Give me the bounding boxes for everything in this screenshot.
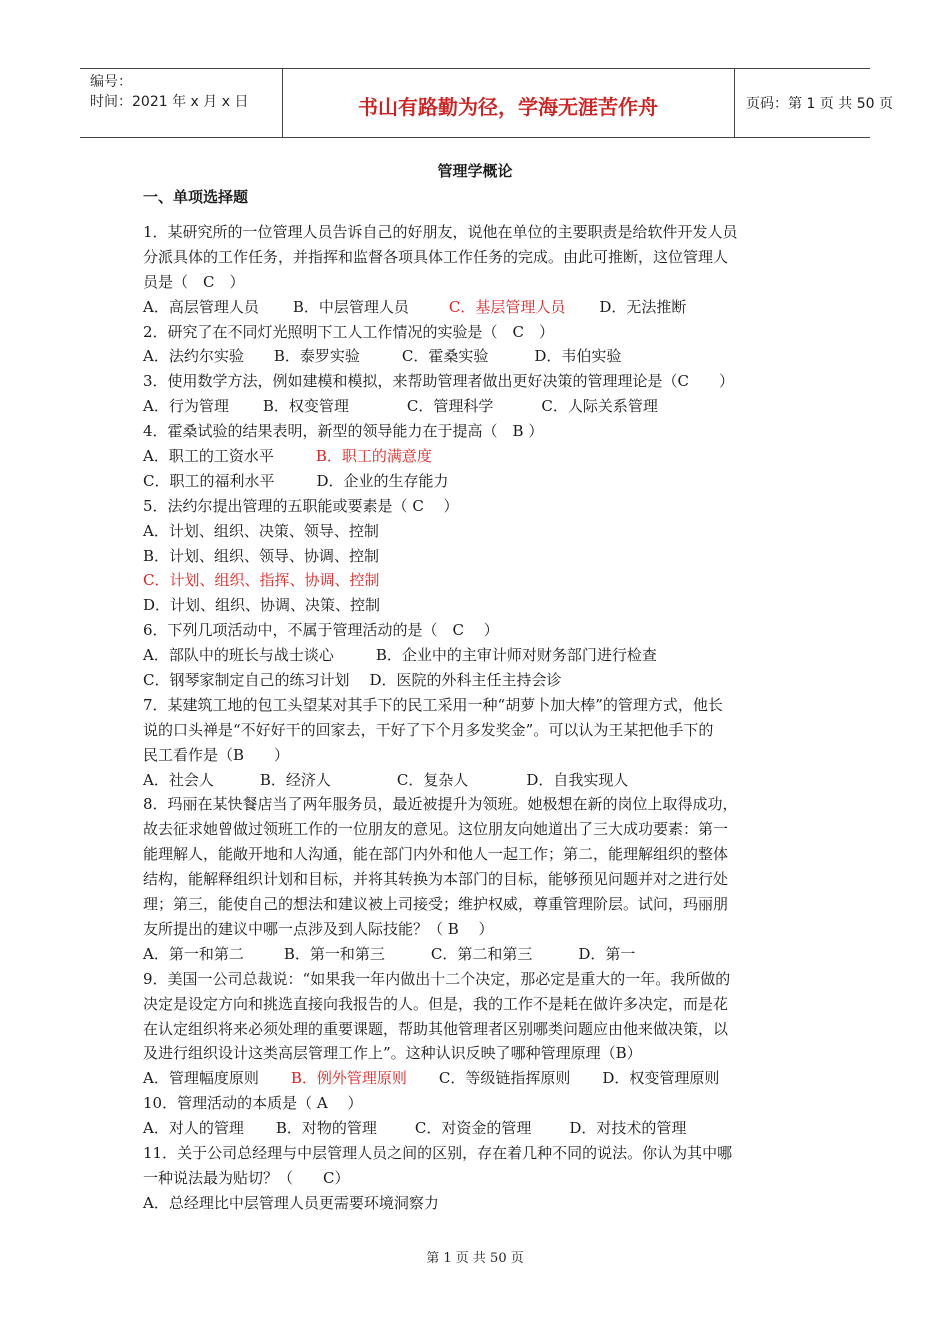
question-line: 及进行组织设计这类高层管理工作上”。这种认识反映了哪种管理原理（B） — [143, 1044, 642, 1063]
option-d: D．对技术的管理 — [569, 1119, 687, 1138]
option-c-correct: C．基层管理人员 — [448, 297, 566, 316]
option-a: A．社会人 — [143, 770, 214, 789]
option-c: C．等级链指挥原则 — [438, 1069, 571, 1088]
option-b-correct: B．职工的满意度 — [315, 447, 432, 466]
option-b: B．中层管理人员 — [292, 297, 409, 316]
option-row — [143, 668, 808, 693]
page-header — [80, 68, 893, 138]
option-b: B．权变管理 — [262, 397, 349, 416]
question-line: 7．某建筑工地的包工头望某对其手下的民工采用一种“胡萝卜加大棒”的管理方式，他长 — [143, 695, 723, 714]
question-line: 故去征求她曾做过领班工作的一位朋友的意见。这位朋友向她道出了三大成功要素：第一 — [143, 820, 729, 839]
question-line: 10．管理活动的本质是（ A ） — [143, 1094, 363, 1113]
header-motto: 书山有路勤为径，学海无涯苦作舟 — [358, 95, 658, 119]
option-d: D．自我实现人 — [526, 770, 629, 789]
document-time-label: 时间：2021 年 x 月 x 日 — [90, 94, 249, 110]
option-row — [143, 942, 808, 967]
option-a: A．行为管理 — [143, 397, 229, 416]
option-a: A．第一和第二 — [143, 944, 244, 963]
option-row — [143, 444, 808, 469]
question-line: 能理解人，能敞开地和人沟通，能在部门内外和他人一起工作；第二，能理解组织的整体 — [143, 845, 729, 864]
option-c: C．职工的福利水平 — [143, 471, 275, 490]
option-row — [143, 394, 808, 419]
option-row-correct: C．计划、组织、指挥、协调、控制 — [143, 571, 380, 590]
option-b: B．泰罗实验 — [273, 347, 360, 366]
option-c: C．霍桑实验 — [401, 347, 489, 366]
question-line: 5．法约尔提出管理的五职能或要素是（ C ） — [143, 496, 459, 515]
question-line: 11．关于公司总经理与中层管理人员之间的区别，存在着几种不同的说法。你认为其中哪 — [143, 1143, 733, 1162]
option-a: A．对人的管理 — [143, 1119, 244, 1138]
question-line: 一种说法最为贴切？（ C） — [143, 1168, 350, 1187]
option-row — [143, 344, 808, 369]
header-motto-cell — [282, 69, 735, 137]
question-line: 在认定组织将来必须处理的重要课题，帮助其他管理者区别哪类问题应由他来做决策，以 — [143, 1019, 729, 1038]
option-row: A．计划、组织、决策、领导、控制 — [143, 521, 379, 540]
section-heading: 一、单项选择题 — [143, 188, 249, 206]
option-b: B．对物的管理 — [275, 1119, 377, 1138]
option-c: C．对资金的管理 — [414, 1119, 532, 1138]
document-number-label: 编号： — [90, 74, 132, 90]
question-line: 4．霍桑试验的结果表明，新型的领导能力在于提高（ B ） — [143, 422, 544, 441]
option-b-correct: B．例外管理原则 — [290, 1069, 407, 1088]
header-page-cell — [734, 69, 893, 137]
question-line: 说的口头禅是“不好好干的回家去，干好了下个月多发奖金”。可以认为王某把他手下的 — [143, 720, 714, 739]
question-line: 2．研究了在不同灯光照明下工人工作情况的实验是（ C ） — [143, 322, 555, 341]
option-row — [143, 469, 808, 494]
option-c: C．管理科学 — [406, 397, 494, 416]
option-d: D．韦伯实验 — [534, 347, 622, 366]
question-line: 理；第三，能使自己的想法和建议被上司接受；维护权威，尊重管理阶层。试问，玛丽朋 — [143, 895, 729, 914]
option-a: A．部队中的班长与战士谈心 — [143, 646, 334, 665]
option-row — [143, 1066, 808, 1091]
question-line: 6．下列几项活动中，不属于管理活动的是（ C ） — [143, 621, 499, 640]
option-a: A．职工的工资水平 — [143, 447, 274, 466]
question-line: 分派具体的工作任务，并指挥和监督各项具体工作任务的完成。由此可推断，这位管理人 — [143, 247, 729, 266]
page-code-label: 页码：第 1 页 共 50 页 — [746, 96, 893, 112]
option-c: C．钢琴家制定自己的练习计划 — [143, 671, 350, 690]
option-c: C．复杂人 — [396, 770, 469, 789]
option-row: D．计划、组织、协调、决策、控制 — [143, 596, 381, 615]
question-line: 民工看作是（B ） — [143, 745, 290, 764]
question-line: 1．某研究所的一位管理人员告诉自己的好朋友，说他在单位的主要职责是给软件开发人员 — [143, 223, 738, 241]
page-footer: 第 1 页 共 50 页 — [426, 1251, 524, 1266]
question-line: 友所提出的建议中哪一点涉及到人际技能？（ B ） — [143, 919, 494, 938]
document-title: 管理学概论 — [437, 162, 513, 180]
question-list — [143, 220, 808, 1216]
question-line: 决定是设定方向和挑选直接向我报告的人。但是，我的工作不是耗在做许多决定，而是花 — [143, 994, 729, 1013]
option-row: A．总经理比中层管理人员更需要环境洞察力 — [143, 1193, 439, 1212]
option-row — [143, 295, 808, 320]
question-line: 3．使用数学方法，例如建模和模拟，来帮助管理者做出更好决策的管理理论是（C ） — [143, 372, 735, 391]
option-b: B．第一和第三 — [283, 944, 385, 963]
option-d: D．企业的生存能力 — [316, 471, 449, 490]
option-b: B．经济人 — [259, 770, 331, 789]
option-row — [143, 768, 808, 793]
option-d: D．第一 — [578, 944, 636, 963]
question-line: 9．美国一公司总裁说：“如果我一年内做出十二个决定，那必定是重大的一年。我所做的 — [143, 969, 731, 988]
option-a: A．高层管理人员 — [143, 297, 259, 316]
option-row: B．计划、组织、领导、协调、控制 — [143, 546, 380, 565]
option-d: D．权变管理原则 — [602, 1069, 720, 1088]
option-row — [143, 643, 808, 668]
question-line: 结构，能解释组织计划和目标，并将其转换为本部门的目标，能够预见问题并对之进行处 — [143, 870, 729, 889]
option-row — [143, 1116, 808, 1141]
question-line: 员是（ C ） — [143, 272, 245, 291]
question-line: 8．玛丽在某快餐店当了两年服务员，最近被提升为领班。她极想在新的岗位上取得成功， — [143, 795, 738, 814]
option-c: C．第二和第三 — [430, 944, 533, 963]
option-b: B．企业中的主审计师对财务部门进行检查 — [375, 646, 657, 665]
option-d: D．医院的外科主任主持会诊 — [369, 671, 562, 690]
option-a: A．法约尔实验 — [143, 347, 244, 366]
option-a: A．管理幅度原则 — [143, 1069, 259, 1088]
option-d: C．人际关系管理 — [541, 397, 658, 416]
header-meta-cell — [80, 69, 283, 137]
option-d: D．无法推断 — [599, 297, 687, 316]
